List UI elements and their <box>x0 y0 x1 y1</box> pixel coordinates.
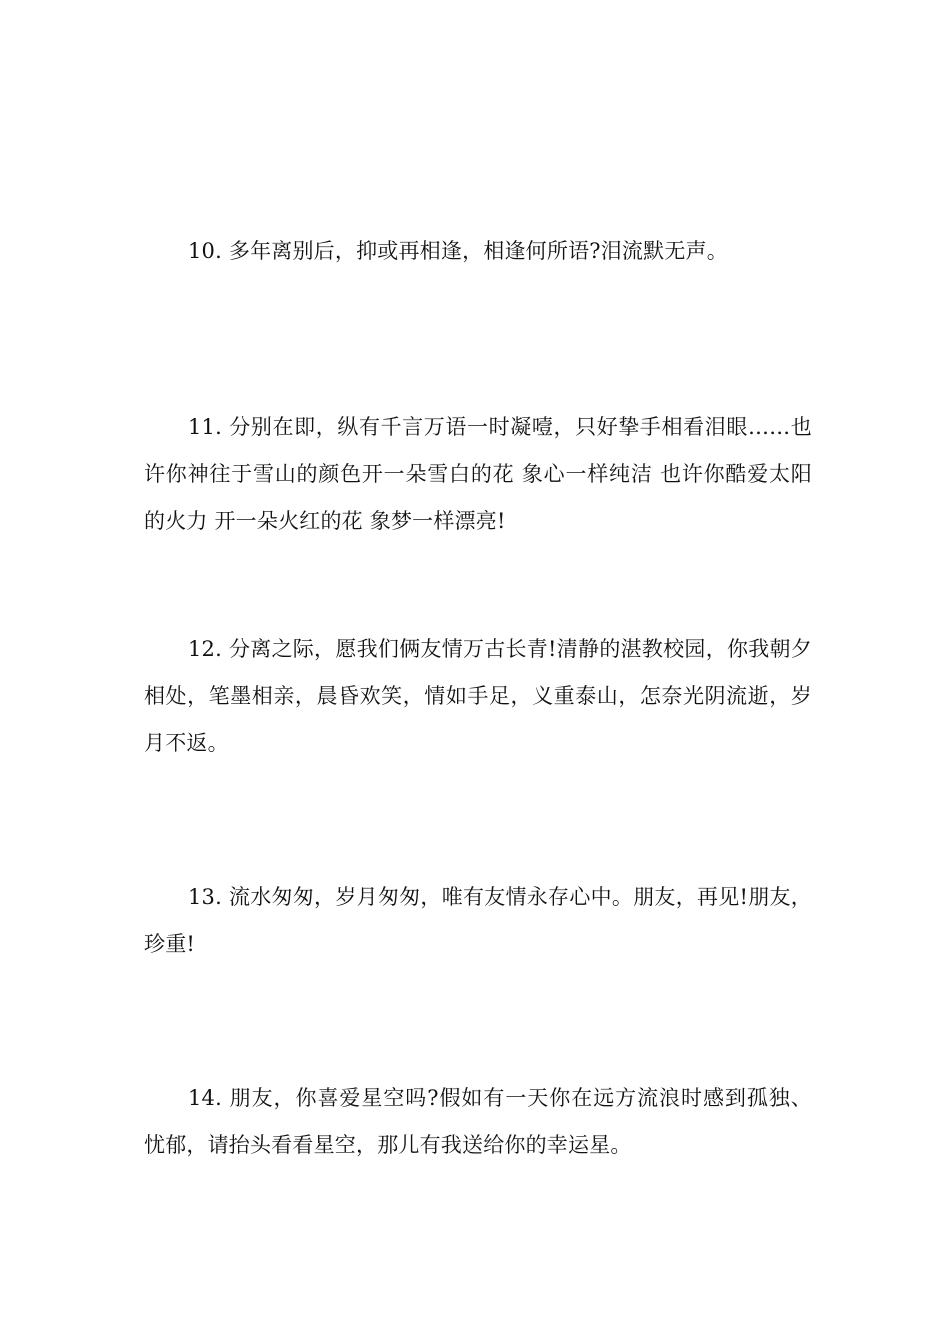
paragraph-10: 10. 多年离别后，抑或再相逢，相逢何所语?泪流默无声。 <box>188 239 728 263</box>
paragraph-13: 13. 流水匆匆，岁月匆匆，唯有友情永存心中。朋友，再见!朋友，珍重! <box>144 885 812 956</box>
paragraph-11: 11. 分别在即，纵有千言万语一时凝噎，只好挚手相看泪眼……也许你神往于雪山的颜色开一朵雪白的花 象心一样纯洁 也许你酷爱太阳的火力 开一朵火红的花 象梦一样漂亮! <box>144 415 812 533</box>
paragraph-14: 14. 朋友，你喜爱星空吗?假如有一天你在远方流浪时感到孤独、忧郁，请抬头看看星空，那儿有我送给你的幸运星。 <box>144 1086 812 1157</box>
paragraph-12: 12. 分离之际，愿我们俩友情万古长青!清静的湛教校园，你我朝夕相处，笔墨相亲，晨昏欢笑，情如手足，义重泰山，怎奈光阴流逝，岁月不返。 <box>144 637 812 755</box>
